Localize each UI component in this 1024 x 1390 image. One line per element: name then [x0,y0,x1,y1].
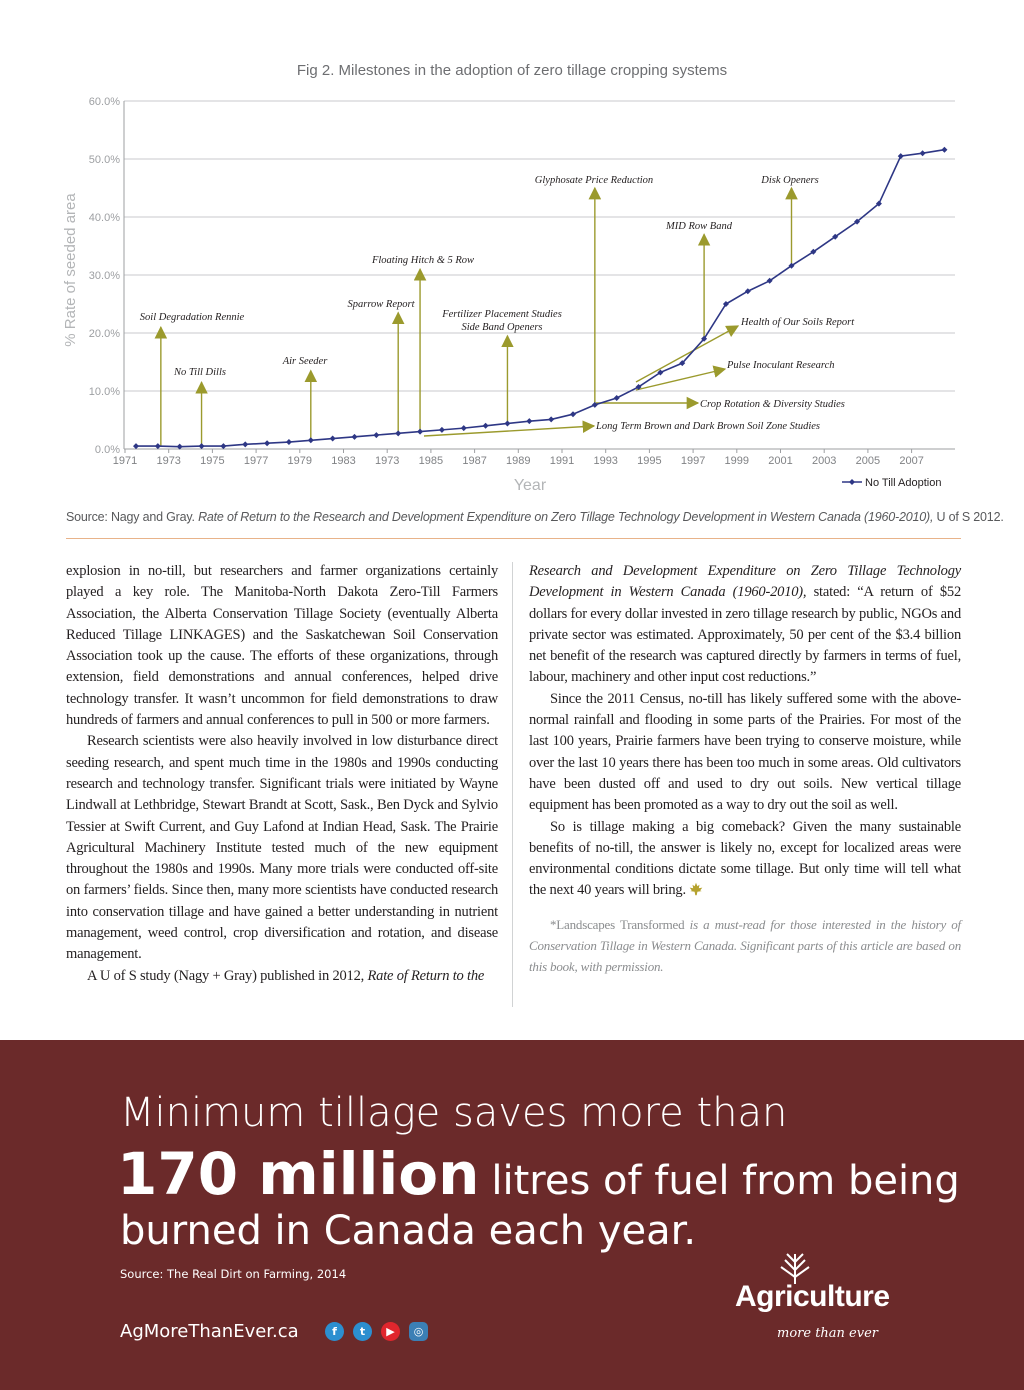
banner-line-3: burned in Canada each year. [120,1208,697,1254]
banner-line-1: Minimum tillage saves more than [120,1090,788,1136]
y-tick-label: 50.0% [88,154,120,166]
text-run: A U of S study (Nagy + Gray) published in 2012, [87,967,365,984]
data-point [330,436,336,442]
annotation-label: Side Band Openers [461,322,543,333]
paragraph [529,561,961,689]
x-tick-label: 1993 [593,455,618,467]
column-divider [512,562,513,1007]
annotation-label: Air Seeder [282,356,328,367]
banner-source: Source: The Real Dirt on Farming, 2014 [120,1267,347,1281]
data-point [504,420,510,426]
banner-line-2 [117,1140,960,1208]
chart-legend [842,477,941,489]
paragraph: Since the 2011 Census, no-till has likely suffered some with the above-normal rainfall and flooding in some parts of the Prairies. For most of the last 100 years, Prairie farmers have been trying to conserve moisture, while over the last 10 years there has been too much in some areas. Old cultivators have been dusted off and used to dry out soils. New vertical tillage equipment has been promoted as a way to dry out the soil as well. [529,690,961,814]
data-point [395,430,401,436]
data-point [570,411,576,417]
article-column-left [66,561,498,987]
x-tick-label: 2003 [811,455,837,467]
maple-leaf-icon [689,882,703,896]
legend-label: No Till Adoption [865,477,942,489]
data-point [352,434,358,440]
x-tick-label: 1991 [549,455,575,467]
annotation-label: Long Term Brown and Dark Brown Soil Zone Studies [596,421,821,432]
data-point [417,429,423,435]
data-point [220,443,226,449]
data-point [614,395,620,401]
annotation-label: Crop Rotation & Diversity Studies [700,399,845,410]
annotation-label: No Till Dills [174,367,226,378]
y-tick-label: 20.0% [88,328,120,340]
y-tick-label: 60.0% [88,96,120,108]
paragraph [529,817,961,902]
data-point [439,427,445,433]
data-point [526,418,532,424]
article-column-right [529,561,961,977]
paragraph: explosion in no-till, but researchers and farmer organizations certainly played a key role. The Manitoba-North Dakota Zero-Till Farmers Association, the Alberta Conservation Tillage Society (eventually Alberta Reduced Tillage LINKAGES) and the Saskatchewan Soil Conservation Association took up the cause. The efforts of these organizations, through extension, field demonstrations and annual conferences, helped drive technology transfer. It wasn’t uncommon for field demonstrations to draw hundreds of farmers and annual conferences to pull in 500 or more farmers. [66,563,498,729]
annotation-label: Fertilizer Placement Studies [442,309,562,320]
website-link[interactable]: AgMoreThanEver.ca [120,1321,299,1342]
study-title: Research and Development Expenditure on Zero Tillage Technology Development in Western Canada (1960-2010), [529,563,961,601]
banner-big-number: 170 million [117,1140,480,1208]
x-tick-label: 1975 [200,455,225,467]
data-point [133,443,139,449]
divider-rule [66,538,961,539]
text-run: is a must-read for those interested in the history of Conservation Tillage in Western Canada. Significant parts of this article are based on this book, with permission. [529,916,961,974]
figure-title: Fig 2. Milestones in the adoption of zero tillage cropping systems [296,62,728,79]
y-tick-label: 40.0% [88,212,120,224]
twitter-icon[interactable]: t [353,1322,372,1341]
x-tick-label: 2007 [899,455,924,467]
annotation-label: Pulse Inoculant Research [727,360,835,371]
annotation-label: Sparrow Report [347,299,415,310]
footnote [529,914,961,977]
x-tick-label: 1999 [724,455,750,467]
youtube-icon[interactable]: ▶ [381,1322,400,1341]
x-tick-label: 2005 [855,455,881,467]
x-tick-label: 1987 [462,455,487,467]
x-tick-label: 1989 [506,455,531,467]
x-tick-label: 1973 [374,455,400,467]
text-run: *Landscapes Transformed [550,916,685,932]
facebook-icon[interactable]: f [325,1322,344,1341]
y-axis [62,96,124,456]
x-tick-label: 1971 [112,455,138,467]
banner-line-2-rest: litres of fuel from being [491,1158,960,1204]
promo-banner [0,1040,1024,1390]
paragraph: Research scientists were also heavily involved in low disturbance direct seeding research, and spent much time in the 1980s and 1990s conducting research and technology transfer. Significant trials were initiated by Wayne Lindwall at Lethbridge, Stewart Brandt at Scott, Sask., Ben Dyck and Sylvio Tessier at Swift Current, and Guy Lafond at Indian Head, Sask. The Prairie Agricultural Machinery Institute tested much of the new equipment throughout the 1980s and 1990s. Many more trials were conducted off-site on farmers’ fields. Since then, many more scientists have conducted research into conservation tillage and have gained a better understanding in nutrient management, weed control, crop diversification and rotation, and disease management. [66,733,498,963]
social-links [325,1322,428,1341]
annotation-arrow [636,326,738,382]
chart-annotations [140,175,855,446]
annotation-label: Soil Degradation Rennie [139,312,245,323]
data-point [308,437,314,443]
x-tick-label: 1973 [156,455,181,467]
x-axis [113,449,924,494]
x-tick-label: 1985 [418,455,444,467]
x-tick-label: 1983 [331,455,356,467]
data-point [548,416,554,422]
figure-source [66,510,1004,524]
annotation-label: Floating Hitch & 5 Row [371,255,475,266]
annotation-arrow [424,426,594,436]
x-tick-label: 1977 [243,455,269,467]
data-point [264,440,270,446]
x-tick-label: 2001 [768,455,793,467]
annotation-label: Health of Our Soils Report [741,317,855,328]
adoption-chart [0,0,1024,500]
annotation-label: Disk Openers [761,175,819,186]
x-tick-label: 1995 [637,455,662,467]
data-point [483,423,489,429]
data-point [286,439,292,445]
data-point [199,443,205,449]
agriculture-logo [735,1280,925,1341]
data-point [461,425,467,431]
y-axis-title: % Rate of seeded area [62,193,79,347]
study-title: Rate of Return to the [367,967,485,984]
data-point [920,150,926,156]
x-axis-title: Year [513,477,547,494]
text-run: stated: “A return of $52 dollars for every dollar invested in zero tillage research by public, NGOs and private sector was estimated. Approximately, 50 per cent of the $3.4 billion net benefit of the research was captured directly by farmers in terms of fuel, labour, machinery and other input cost reductions.” [529,584,961,686]
logo-tagline: more than ever [777,1326,878,1341]
annotation-label: MID Row Band [666,221,732,232]
x-tick-label: 1997 [680,455,706,467]
logo-brand: Agriculture [735,1280,890,1313]
y-tick-label: 30.0% [88,270,120,282]
instagram-icon[interactable]: ◎ [409,1322,428,1341]
paragraph [66,966,498,987]
y-tick-label: 10.0% [88,386,120,398]
x-tick-label: 1979 [287,455,313,467]
data-point [373,432,379,438]
source-prefix: Source: Nagy and Gray. [66,510,195,524]
legend-marker [849,479,855,485]
data-point [242,441,248,447]
annotation-label: Glyphosate Price Reduction [534,175,654,186]
data-point [898,153,904,159]
source-suffix: U of S 2012. [936,510,1004,524]
source-title: Rate of Return to the Research and Development Expenditure on Zero Tillage Technology Development in Western Canada (1960-2010), [198,510,934,524]
wheat-leaf-logo-icon [765,1250,825,1286]
chart-grid [124,101,955,449]
data-point [941,147,947,153]
data-point [155,443,161,449]
y-tick-label: 0.0% [94,444,120,456]
text-run: So is tillage making a big comeback? Given the many sustainable benefits of no-till, the answer is likely no, except for localized areas were environmental conditions dictate some tillage. But only time will tell what the next 40 years will bring. [529,818,961,899]
